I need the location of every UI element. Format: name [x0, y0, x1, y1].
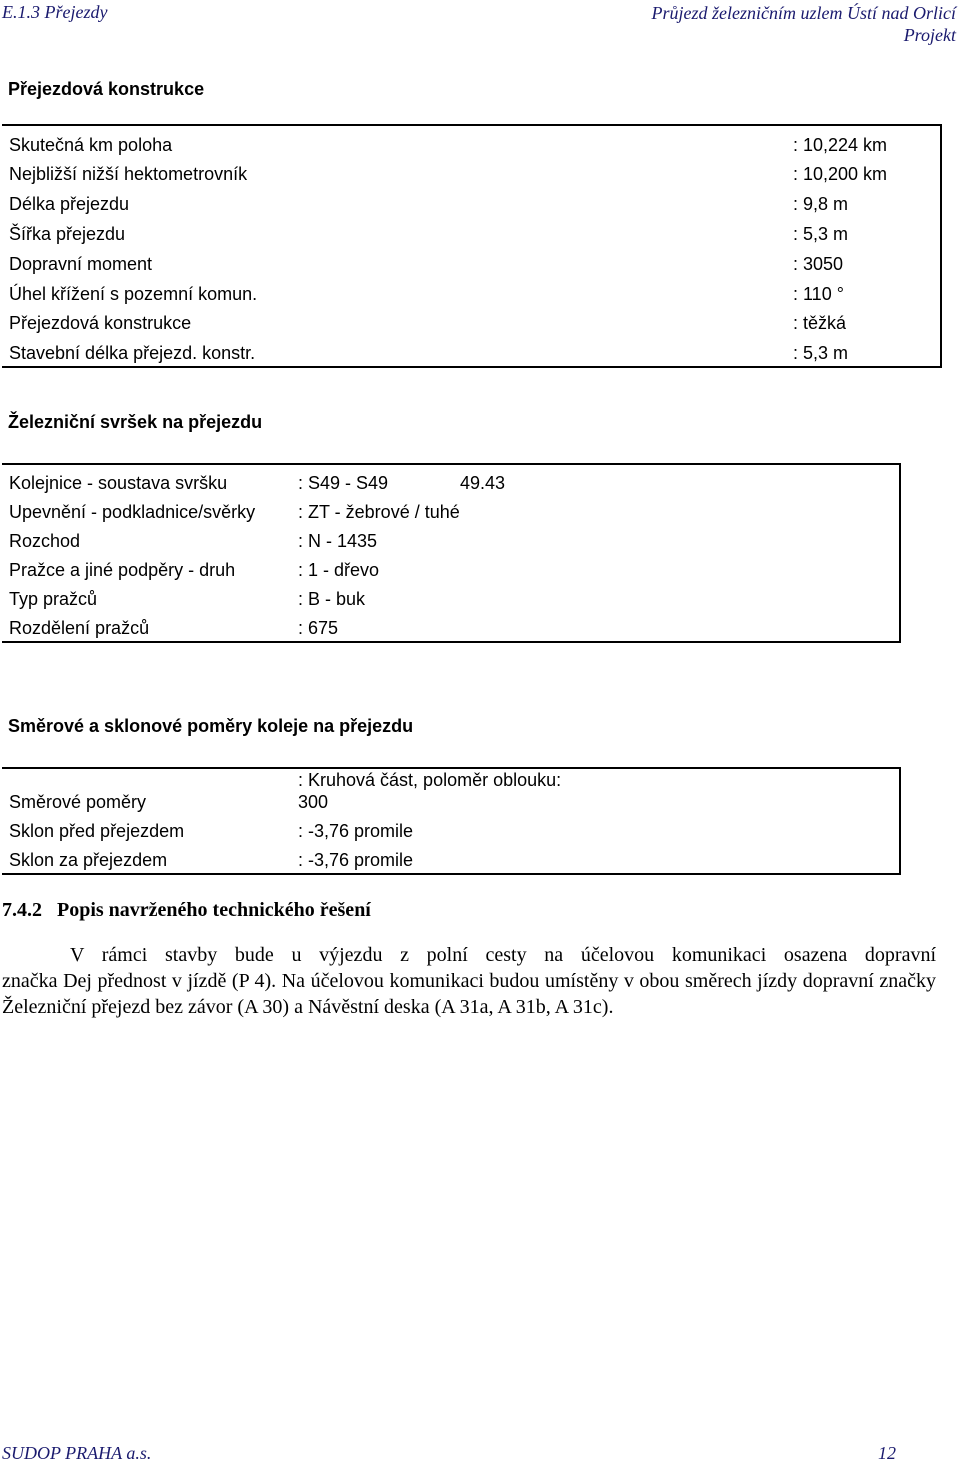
row-value: : 10,200 km — [793, 164, 888, 184]
row-label: Skutečná km poloha — [9, 135, 173, 155]
row-value: : N - 1435 — [298, 531, 378, 551]
row-extra: 49.43 — [460, 473, 506, 493]
row-value: : 110 ° — [793, 284, 844, 304]
header-left: E.1.3 Přejezdy — [2, 2, 108, 22]
row-value: : Kruhová část, poloměr oblouku: — [298, 770, 562, 790]
row-value: : 5,3 m — [793, 343, 849, 363]
section-title-track-superstructure: Železniční svršek na přejezdu — [8, 412, 263, 432]
row-label: Směrové poměry — [9, 792, 147, 812]
paragraph-rest: značka Dej přednost v jízdě (P 4). Na účelovou komunikaci budou umístěny v obou směrech jízdy dopravní značky Železniční přejezd bez závor (A 30) a Návěstní deska (A 31a, A 31b, A 31c). — [2, 970, 936, 1018]
row-label: Rozchod — [9, 531, 81, 551]
header-project-type: Projekt — [903, 25, 956, 45]
row-label: Pražce a jiné podpěry - druh — [9, 560, 236, 580]
row-label: Upevnění - podkladnice/svěrky — [9, 502, 256, 522]
row-value: : S49 - S49 — [298, 473, 389, 493]
row-value: : 3050 — [793, 254, 844, 274]
row-value: 300 — [298, 792, 329, 812]
subsection-paragraph — [2, 942, 936, 1020]
section-title-alignment: Směrové a sklonové poměry koleje na přejezdu — [8, 716, 414, 736]
row-value: : -3,76 promile — [298, 821, 414, 841]
header-right — [652, 2, 956, 46]
row-value: : 675 — [298, 618, 339, 638]
row-label: Stavební délka přejezd. konstr. — [9, 343, 256, 363]
row-value: : B - buk — [298, 589, 366, 609]
footer-page-number: 12 — [878, 1443, 896, 1463]
section-title-crossing-construction: Přejezdová konstrukce — [8, 79, 205, 99]
row-label: Přejezdová konstrukce — [9, 313, 192, 333]
header-project-title: Průjezd železničním uzlem Ústí nad Orlicí — [651, 3, 956, 23]
row-label: Sklon za přejezdem — [9, 850, 168, 870]
footer-company: SUDOP PRAHA a.s. — [2, 1443, 152, 1463]
row-label: Úhel křížení s pozemní komun. — [9, 284, 258, 304]
paragraph-line-1: V rámci stavby bude u výjezdu z polní cesty na účelovou komunikaci osazena dopravní — [70, 944, 936, 966]
row-value: : -3,76 promile — [298, 850, 414, 870]
row-label: Typ pražců — [9, 589, 98, 609]
row-value: : 1 - dřevo — [298, 560, 380, 580]
row-value: : 9,8 m — [793, 194, 849, 214]
row-label: Šířka přejezdu — [9, 224, 126, 244]
subsection-title: 7.4.2 Popis navrženého technického řešení — [2, 899, 371, 921]
row-label: Délka přejezdu — [9, 194, 130, 214]
row-value: : ZT - žebrové / tuhé — [298, 502, 460, 522]
row-label: Rozdělení pražců — [9, 618, 150, 638]
row-value: : těžká — [793, 313, 847, 333]
row-label: Kolejnice - soustava svršku — [9, 473, 228, 493]
row-value: : 5,3 m — [793, 224, 849, 244]
row-value: : 10,224 km — [793, 135, 888, 155]
row-label: Dopravní moment — [9, 254, 153, 274]
row-label: Nejbližší nižší hektometrovník — [9, 164, 248, 184]
row-label: Sklon před přejezdem — [9, 821, 185, 841]
